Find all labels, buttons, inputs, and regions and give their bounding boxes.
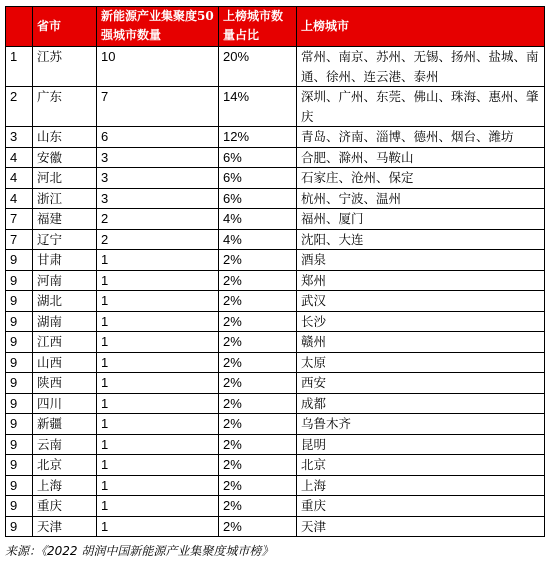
rank-cell: 9 <box>6 455 33 476</box>
city-count-cell: 10 <box>97 47 219 87</box>
table-header-row <box>6 7 545 47</box>
rank-cell: 3 <box>6 127 33 148</box>
cities-cell: 沈阳、大连 <box>297 229 545 250</box>
share-cell: 6% <box>219 188 297 209</box>
share-cell: 4% <box>219 229 297 250</box>
rank-cell: 9 <box>6 270 33 291</box>
cities-cell: 武汉 <box>297 291 545 312</box>
city-count-cell: 1 <box>97 373 219 394</box>
city-count-cell: 7 <box>97 87 219 127</box>
cities-cell: 酒泉 <box>297 250 545 271</box>
cities-cell: 合肥、滁州、马鞍山 <box>297 147 545 168</box>
rank-cell: 4 <box>6 147 33 168</box>
city-count-cell: 6 <box>97 127 219 148</box>
rank-cell: 9 <box>6 373 33 394</box>
cities-cell: 青岛、济南、淄博、德州、烟台、潍坊 <box>297 127 545 148</box>
rank-cell: 9 <box>6 516 33 537</box>
table-row <box>6 229 545 250</box>
table-row <box>6 47 545 87</box>
table-row <box>6 87 545 127</box>
rank-cell: 7 <box>6 229 33 250</box>
city-count-cell: 1 <box>97 434 219 455</box>
rank-cell: 9 <box>6 475 33 496</box>
cities-cell: 常州、南京、苏州、无锡、扬州、盐城、南通、徐州、连云港、泰州 <box>297 47 545 87</box>
table-body <box>6 47 545 537</box>
city-count-cell: 1 <box>97 393 219 414</box>
table-row <box>6 393 545 414</box>
rank-cell: 1 <box>6 47 33 87</box>
province-cell: 山东 <box>33 127 97 148</box>
share-cell: 12% <box>219 127 297 148</box>
table-row <box>6 250 545 271</box>
city-count-cell: 1 <box>97 516 219 537</box>
table-row <box>6 127 545 148</box>
city-count-cell: 1 <box>97 475 219 496</box>
table-row <box>6 496 545 517</box>
city-count-cell: 3 <box>97 188 219 209</box>
rank-cell: 9 <box>6 311 33 332</box>
share-cell: 2% <box>219 291 297 312</box>
city-count-cell: 2 <box>97 229 219 250</box>
province-cell: 上海 <box>33 475 97 496</box>
city-count-cell: 1 <box>97 311 219 332</box>
province-cell: 陕西 <box>33 373 97 394</box>
province-cell: 福建 <box>33 209 97 230</box>
header-city-count: 新能源产业集聚度50 强城市数量 <box>97 7 219 47</box>
cities-cell: 深圳、广州、东莞、佛山、珠海、惠州、肇庆 <box>297 87 545 127</box>
city-count-cell: 1 <box>97 332 219 353</box>
header-province: 省市 <box>33 7 97 47</box>
city-count-cell: 1 <box>97 291 219 312</box>
share-cell: 2% <box>219 516 297 537</box>
share-cell: 2% <box>219 311 297 332</box>
city-count-cell: 1 <box>97 414 219 435</box>
header-share: 上榜城市数量占比 <box>219 7 297 47</box>
cities-cell: 重庆 <box>297 496 545 517</box>
share-cell: 2% <box>219 373 297 394</box>
rank-cell: 9 <box>6 496 33 517</box>
cities-cell: 乌鲁木齐 <box>297 414 545 435</box>
table-row <box>6 270 545 291</box>
rank-cell: 9 <box>6 352 33 373</box>
share-cell: 2% <box>219 414 297 435</box>
rank-cell: 4 <box>6 188 33 209</box>
province-cell: 山西 <box>33 352 97 373</box>
cities-cell: 长沙 <box>297 311 545 332</box>
share-cell: 20% <box>219 47 297 87</box>
table-row <box>6 147 545 168</box>
rank-cell: 9 <box>6 332 33 353</box>
share-cell: 14% <box>219 87 297 127</box>
province-cell: 天津 <box>33 516 97 537</box>
province-cell: 重庆 <box>33 496 97 517</box>
cities-cell: 赣州 <box>297 332 545 353</box>
share-cell: 2% <box>219 250 297 271</box>
city-count-cell: 1 <box>97 352 219 373</box>
province-cell: 湖北 <box>33 291 97 312</box>
rank-cell: 9 <box>6 414 33 435</box>
share-cell: 2% <box>219 270 297 291</box>
rank-cell: 9 <box>6 250 33 271</box>
province-cell: 新疆 <box>33 414 97 435</box>
cities-cell: 北京 <box>297 455 545 476</box>
city-count-cell: 1 <box>97 250 219 271</box>
table-row <box>6 188 545 209</box>
province-cell: 北京 <box>33 455 97 476</box>
province-cell: 广东 <box>33 87 97 127</box>
province-cell: 江苏 <box>33 47 97 87</box>
share-cell: 2% <box>219 332 297 353</box>
rank-cell: 7 <box>6 209 33 230</box>
table-row <box>6 434 545 455</box>
cities-cell: 西安 <box>297 373 545 394</box>
cities-cell: 太原 <box>297 352 545 373</box>
cities-cell: 上海 <box>297 475 545 496</box>
share-cell: 6% <box>219 168 297 189</box>
province-cell: 江西 <box>33 332 97 353</box>
city-count-cell: 2 <box>97 209 219 230</box>
cities-cell: 成都 <box>297 393 545 414</box>
share-cell: 4% <box>219 209 297 230</box>
province-cell: 浙江 <box>33 188 97 209</box>
cities-cell: 郑州 <box>297 270 545 291</box>
table-row <box>6 291 545 312</box>
table-row <box>6 352 545 373</box>
rank-cell: 9 <box>6 291 33 312</box>
province-cell: 河北 <box>33 168 97 189</box>
province-cell: 湖南 <box>33 311 97 332</box>
province-cell: 云南 <box>33 434 97 455</box>
rank-cell: 4 <box>6 168 33 189</box>
table-row <box>6 475 545 496</box>
cities-cell: 石家庄、沧州、保定 <box>297 168 545 189</box>
cities-cell: 昆明 <box>297 434 545 455</box>
header-rank <box>6 7 33 47</box>
source-note: 来源：《2022 胡润中国新能源产业集聚度城市榜》 <box>5 544 274 558</box>
share-cell: 2% <box>219 455 297 476</box>
share-cell: 2% <box>219 475 297 496</box>
rank-cell: 9 <box>6 393 33 414</box>
table-row <box>6 373 545 394</box>
table-row <box>6 168 545 189</box>
share-cell: 2% <box>219 496 297 517</box>
cities-cell: 福州、厦门 <box>297 209 545 230</box>
province-cell: 甘肃 <box>33 250 97 271</box>
table-row <box>6 516 545 537</box>
province-cell: 辽宁 <box>33 229 97 250</box>
cities-cell: 天津 <box>297 516 545 537</box>
city-count-cell: 3 <box>97 168 219 189</box>
city-count-cell: 1 <box>97 455 219 476</box>
table-row <box>6 414 545 435</box>
share-cell: 6% <box>219 147 297 168</box>
rank-cell: 2 <box>6 87 33 127</box>
table-row <box>6 311 545 332</box>
province-cell: 四川 <box>33 393 97 414</box>
header-cities: 上榜城市 <box>297 7 545 47</box>
cities-cell: 杭州、宁波、温州 <box>297 188 545 209</box>
share-cell: 2% <box>219 393 297 414</box>
city-count-cell: 3 <box>97 147 219 168</box>
share-cell: 2% <box>219 352 297 373</box>
city-count-cell: 1 <box>97 496 219 517</box>
city-count-cell: 1 <box>97 270 219 291</box>
share-cell: 2% <box>219 434 297 455</box>
table-row <box>6 455 545 476</box>
province-cell: 河南 <box>33 270 97 291</box>
table-row <box>6 209 545 230</box>
table-row <box>6 332 545 353</box>
ranking-table <box>5 6 545 537</box>
rank-cell: 9 <box>6 434 33 455</box>
province-cell: 安徽 <box>33 147 97 168</box>
